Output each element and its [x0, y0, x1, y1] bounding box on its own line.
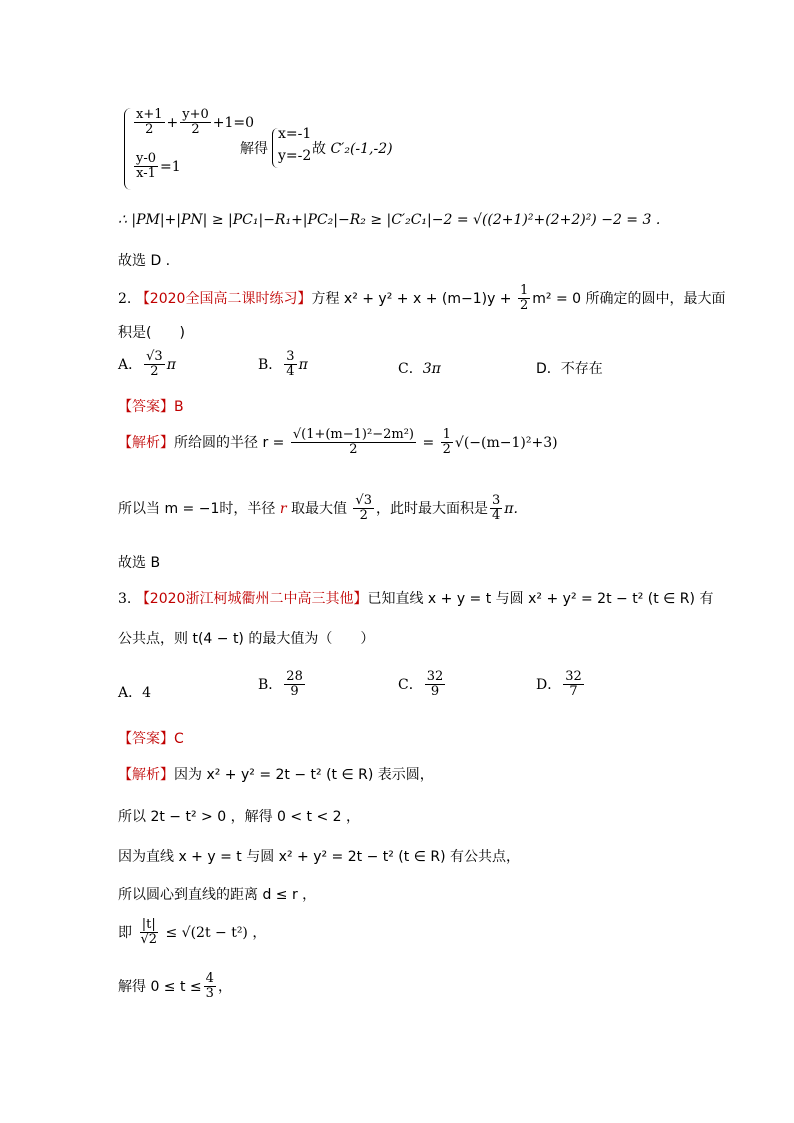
- q2-stem: 2. 【2020全国高二课时练习】方程 x² + y² + x + (m−1)y + $\frac{1}{2}$ m² = 0 所确定的圆中，最大面: [118, 283, 726, 314]
- solution-x: x=-1: [278, 126, 312, 142]
- q2-stem-line2: 积是( ): [118, 325, 185, 341]
- q3-analysis-2: 所以 2t − t² > 0 ，解得 0 < t < 2 ，: [118, 809, 361, 825]
- q3-option-b: B． $\frac{28}{9}$: [258, 669, 303, 700]
- system-eq1: $\frac{x+1}{2}$ + $\frac{y+0}{2}$ +1=0: [136, 107, 255, 138]
- frac: $\frac{y+0}{2}$: [182, 107, 209, 138]
- q2-option-b: B． $\frac{3}{4}$ π: [258, 349, 308, 380]
- frac: $\frac{3}{4}$: [491, 493, 501, 524]
- solution-point: 故 C′₂(-1,-2): [312, 141, 393, 157]
- frac: $\frac{y-0}{x-1}$: [136, 151, 157, 182]
- frac: $\frac{|t|}{√2}$: [140, 917, 158, 948]
- q3-analysis-3: 因为直线 x + y = t 与圆 x² + y² = 2t − t² (t ∈ R) 有公共点，: [118, 849, 520, 865]
- solution-y: y=-2: [278, 148, 312, 164]
- frac: $\frac{1}{2}$: [442, 427, 451, 458]
- q3-analysis-5: 即 $\frac{|t|}{√2}$ ≤ √(2t − t²) ，: [118, 917, 267, 948]
- q3-option-d: D． $\frac{32}{7}$: [536, 669, 582, 700]
- q2-option-a: A． $\frac{√3}{2}$ π: [118, 349, 176, 380]
- q3-analysis-6: 解得 0 ≤ t ≤ $\frac{4}{3}$ ，: [118, 971, 232, 1002]
- q3-option-c: C． $\frac{32}{9}$: [398, 669, 444, 700]
- q2-option-c: C．3π: [398, 361, 441, 377]
- q3-answer: 【答案】C: [118, 731, 184, 747]
- system-brace-left: [124, 108, 131, 190]
- frac: $\frac{\text{√(1+(m−1)²−2m²)}}{2}$: [292, 427, 414, 458]
- solve-label: 解得: [240, 141, 268, 157]
- q2-analysis-max: 所以当 m = −1时，半径 r 取最大值 $\frac{√3}{2}$ ，此时最大面积是 $\frac{3}{4}$ π.: [118, 493, 518, 524]
- q3-stem-line2: 公共点，则 t(4 − t) 的最大值为（ ）: [118, 631, 375, 647]
- q2-source: 【2020全国高二课时练习】: [135, 290, 312, 307]
- frac: $\frac{1}{2}$: [520, 283, 529, 314]
- frac: $\frac{4}{3}$: [205, 971, 214, 1002]
- q3-option-a: A．4: [118, 685, 152, 701]
- frac: $\frac{√3}{2}$: [355, 493, 372, 524]
- system-eq2: $\frac{y-0}{x-1}$ =1: [136, 151, 181, 182]
- q3-stem: 3. 【2020浙江柯城衢州二中高三其他】已知直线 x + y = t 与圆 x² + y² = 2t − t² (t ∈ R) 有: [118, 591, 714, 607]
- q3-analysis-1: 【解析】因为 x² + y² = 2t − t² (t ∈ R) 表示圆，: [118, 767, 434, 783]
- q2-analysis-radius: 【解析】所给圆的半径 r = $\frac{\text{√(1+(m−1)²−2m²)}}{2}$ = $\frac{1}{2}$ √(−(m−1)²+3): [118, 427, 558, 458]
- q3-source: 【2020浙江柯城衢州二中高三其他】: [135, 591, 368, 607]
- q2-answer: 【答案】B: [118, 399, 184, 415]
- inequality-line: ∴ |PM|+|PN| ≥ |PC₁|−R₁+|PC₂|−R₂ ≥ |C′₂C₁|−2 = √((2+1)²+(2+2)²) −2 = 3 .: [118, 212, 661, 228]
- q3-analysis-4: 所以圆心到直线的距离 d ≤ r ，: [118, 887, 317, 903]
- frac: $\frac{x+1}{2}$: [136, 107, 163, 138]
- q2-option-d: D．不存在: [536, 361, 603, 377]
- q2-select: 故选 B: [118, 555, 161, 571]
- select-d: 故选 D .: [118, 253, 171, 269]
